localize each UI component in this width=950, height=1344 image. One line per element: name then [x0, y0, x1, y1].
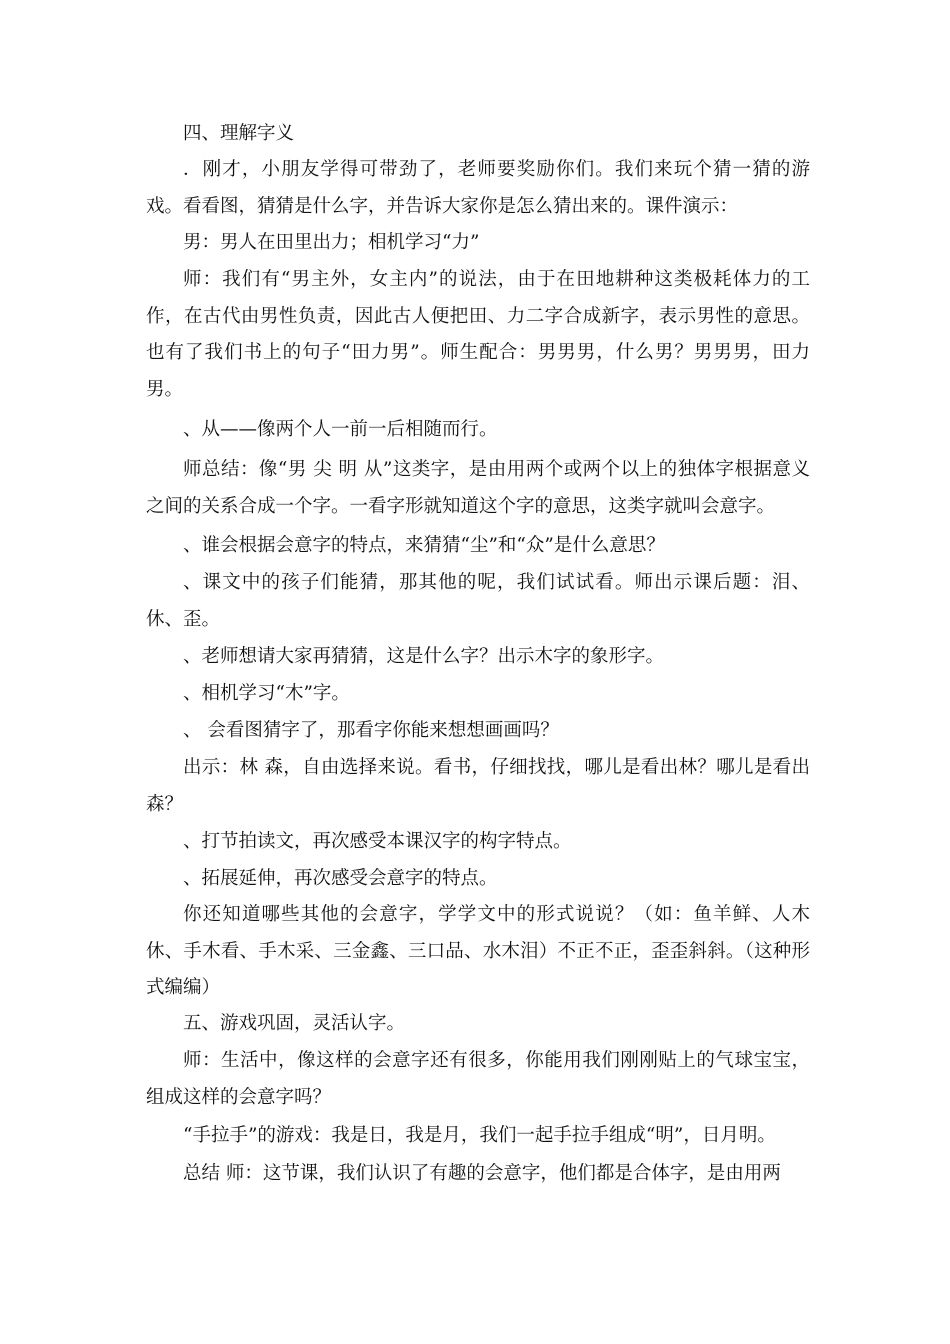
- paragraph-balloon-game: 师：生活中，像这样的会意字还有很多，你能用我们刚刚贴上的气球宝宝，组成这样的会意字吗？: [146, 1050, 810, 1108]
- paragraph-learn-mu: 、相机学习“木”字。: [183, 683, 350, 704]
- paragraph-draw-characters: 、 会看图猜字了，那看字你能来想想画画吗？: [183, 720, 559, 741]
- paragraph-teacher-nan-explanation: 师：我们有“男主外，女主内”的说法，由于在田地耕种这类极耗体力的工作，在古代由男性负责，因此古人便把田、力二字合成新字，表示男性的意思。也有了我们书上的句子“田力男”。师生配合：男男男，什么男？男男男，田力男。: [146, 269, 810, 400]
- paragraph-guess-mu: 、老师想请大家再猜猜，这是什么字？出示木字的象形字。: [183, 646, 665, 667]
- section-heading-game-review: 五、游戏巩固，灵活认字。: [183, 1013, 406, 1034]
- paragraph-lin-sen: 出示：林 森，自由选择来说。看书，仔细找找，哪儿是看出林？哪儿是看出森？: [146, 757, 810, 815]
- paragraph-hand-in-hand-game: “手拉手”的游戏：我是日，我是月，我们一起手拉手组成“明”，日月明。: [183, 1125, 776, 1146]
- paragraph-rhythm-reading: 、打节拍读文，再次感受本课汉字的构字特点。: [183, 831, 572, 852]
- paragraph-nan-character: 男：男人在田里出力；相机学习“力”: [183, 232, 480, 253]
- paragraph-extension: 、拓展延伸，再次感受会意字的特点。: [183, 868, 498, 889]
- paragraph-cong-character: 、从——像两个人一前一后相随而行。: [183, 419, 498, 440]
- paragraph-textbook-exercise: 、课文中的孩子们能猜，那其他的呢，我们试试看。师出示课后题：泪、休、歪。: [146, 572, 810, 630]
- paragraph-guess-game-intro: ．刚才，小朋友学得可带劲了，老师要奖励你们。我们来玩个猜一猜的游戏。看看图，猜猜是什么字，并告诉大家你是怎么猜出来的。课件演示：: [146, 159, 810, 217]
- section-heading-understand-meaning: 四、理解字义: [183, 123, 295, 144]
- paragraph-other-examples: 你还知道哪些其他的会意字，学学文中的形式说说？（如：鱼羊鲜、人木休、手木看、手木采、三金鑫、三口品、水木泪）不正不正，歪歪斜斜。（这种形式编编）: [146, 904, 810, 999]
- paragraph-teacher-summary: 师总结：像“男 尖 明 从”这类字，是由用两个或两个以上的独体字根据意义之间的关系合成一个字。一看字形就知道这个字的意思，这类字就叫会意字。: [146, 459, 810, 517]
- paragraph-lesson-summary: 总结 师：这节课，我们认识了有趣的会意字，他们都是合体字，是由用两: [183, 1163, 781, 1184]
- paragraph-guess-chen-zhong: 、谁会根据会意字的特点，来猜猜“尘”和“众”是什么意思？: [183, 535, 665, 556]
